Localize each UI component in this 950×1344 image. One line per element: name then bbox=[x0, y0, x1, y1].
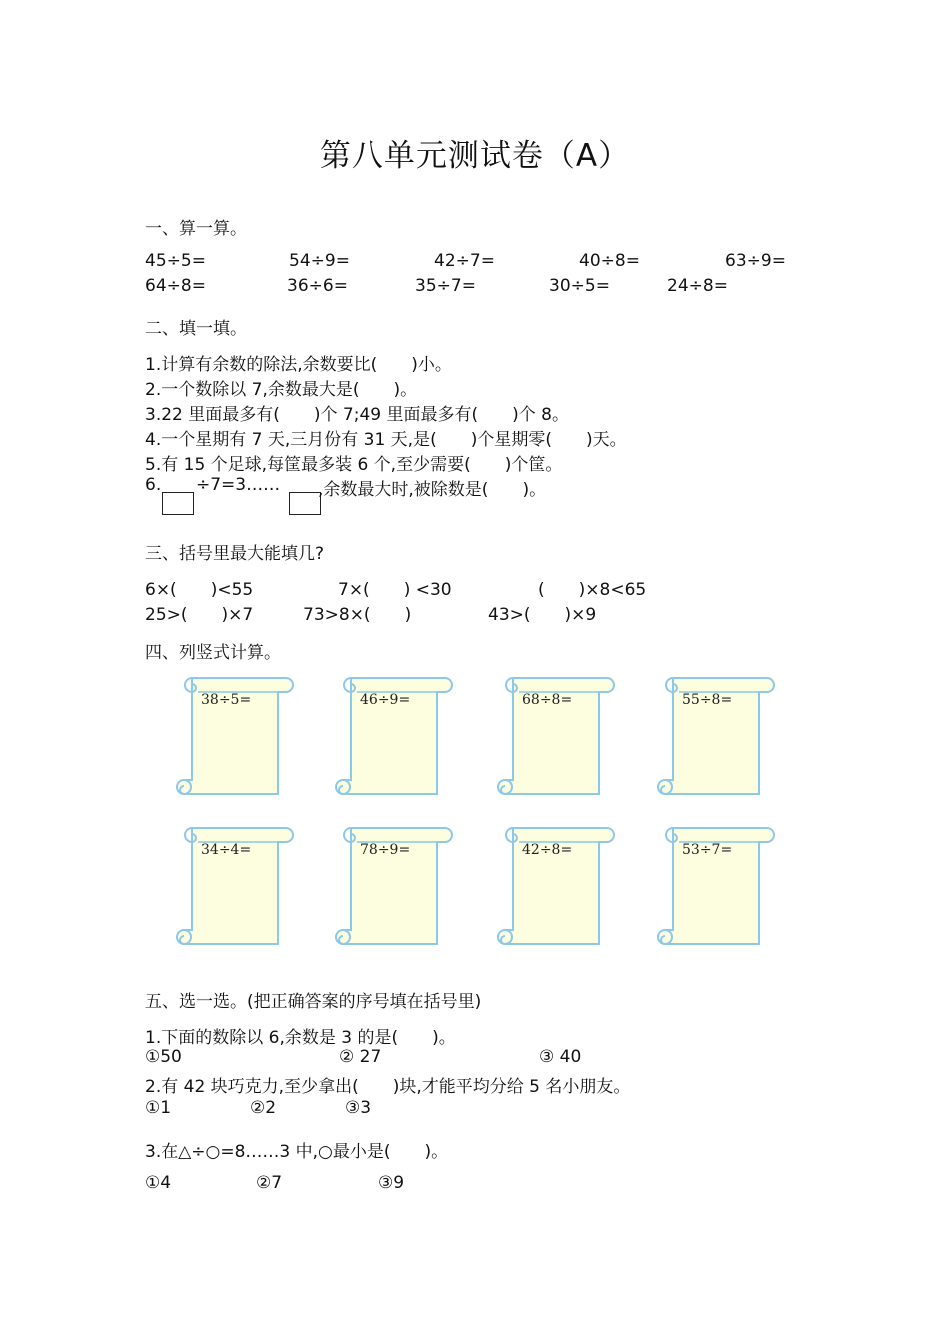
choice-option: ①1 bbox=[145, 1098, 172, 1118]
scroll-shape bbox=[333, 670, 455, 802]
inequality-item: ( )×8<65 bbox=[538, 580, 647, 600]
division-scroll-card bbox=[495, 670, 617, 802]
fill-question: 5.有 15 个足球,每筐最多装 6 个,至少需要( )个筐。 bbox=[145, 455, 563, 475]
choice-option: ③ 40 bbox=[539, 1047, 582, 1067]
choice-option: ①50 bbox=[145, 1047, 182, 1067]
inequality-item: 7×( ) <30 bbox=[338, 580, 452, 600]
scroll-division-label: 78÷9= bbox=[360, 842, 411, 858]
fill-question: 4.一个星期有 7 天,三月份有 31 天,是( )个星期零( )天。 bbox=[145, 430, 627, 450]
scroll-division-label: 38÷5= bbox=[201, 692, 252, 708]
choice-option: ③9 bbox=[378, 1173, 405, 1193]
calc-item: 40÷8= bbox=[579, 251, 640, 271]
dividend-blank-box[interactable] bbox=[162, 492, 194, 515]
inequality-item: 73>8×( ) bbox=[303, 605, 412, 625]
division-scroll-card bbox=[174, 820, 296, 952]
scroll-shape bbox=[174, 670, 296, 802]
section-3-heading: 三、括号里最大能填几? bbox=[145, 544, 325, 564]
calc-item: 35÷7= bbox=[415, 276, 476, 296]
scroll-division-label: 55÷8= bbox=[682, 692, 733, 708]
division-scroll-card bbox=[333, 670, 455, 802]
calc-item: 64÷8= bbox=[145, 276, 206, 296]
scroll-shape bbox=[174, 820, 296, 952]
page-title: 第八单元测试卷（A） bbox=[319, 138, 631, 174]
fill-question: 3.22 里面最多有( )个 7;49 里面最多有( )个 8。 bbox=[145, 405, 569, 425]
calc-item: 63÷9= bbox=[725, 251, 786, 271]
calc-item: 45÷5= bbox=[145, 251, 206, 271]
inequality-item: 6×( )<55 bbox=[145, 580, 254, 600]
division-scroll-card bbox=[655, 670, 777, 802]
choice-option: ②2 bbox=[250, 1098, 277, 1118]
fill-question: 1.计算有余数的除法,余数要比( )小。 bbox=[145, 355, 452, 375]
choice-option: ②7 bbox=[256, 1173, 283, 1193]
scroll-division-label: 46÷9= bbox=[360, 692, 411, 708]
calc-item: 36÷6= bbox=[287, 276, 348, 296]
division-scroll-card bbox=[655, 820, 777, 952]
fill-question-6-suffix: ,余数最大时,被除数是( )。 bbox=[318, 480, 547, 500]
scroll-shape bbox=[333, 820, 455, 952]
choice-question: 1.下面的数除以 6,余数是 3 的是( )。 bbox=[145, 1028, 456, 1048]
inequality-item: 43>( )×9 bbox=[488, 605, 597, 625]
choice-option: ② 27 bbox=[339, 1047, 382, 1067]
section-5-heading: 五、选一选。(把正确答案的序号填在括号里) bbox=[145, 992, 482, 1012]
scroll-division-label: 53÷7= bbox=[682, 842, 733, 858]
remainder-blank-box[interactable] bbox=[289, 492, 321, 515]
fill-question-6-middle: ÷7=3…… bbox=[196, 475, 281, 495]
calc-item: 30÷5= bbox=[549, 276, 610, 296]
choice-question: 3.在△÷○=8……3 中,○最小是( )。 bbox=[145, 1142, 449, 1162]
section-4-heading: 四、列竖式计算。 bbox=[145, 643, 281, 663]
scroll-shape bbox=[495, 820, 617, 952]
scroll-shape bbox=[655, 820, 777, 952]
fill-question-6-prefix: 6. bbox=[145, 475, 162, 495]
calc-item: 54÷9= bbox=[289, 251, 350, 271]
calc-item: 24÷8= bbox=[667, 276, 728, 296]
scroll-division-label: 34÷4= bbox=[201, 842, 252, 858]
choice-option: ③3 bbox=[345, 1098, 372, 1118]
scroll-division-label: 68÷8= bbox=[522, 692, 573, 708]
choice-option: ①4 bbox=[145, 1173, 172, 1193]
fill-question: 2.一个数除以 7,余数最大是( )。 bbox=[145, 380, 418, 400]
scroll-division-label: 42÷8= bbox=[522, 842, 573, 858]
inequality-item: 25>( )×7 bbox=[145, 605, 254, 625]
choice-question: 2.有 42 块巧克力,至少拿出( )块,才能平均分给 5 名小朋友。 bbox=[145, 1077, 631, 1097]
division-scroll-card bbox=[174, 670, 296, 802]
section-1-heading: 一、算一算。 bbox=[145, 219, 247, 239]
section-2-heading: 二、填一填。 bbox=[145, 319, 247, 339]
division-scroll-card bbox=[333, 820, 455, 952]
scroll-shape bbox=[495, 670, 617, 802]
scroll-shape bbox=[655, 670, 777, 802]
calc-item: 42÷7= bbox=[434, 251, 495, 271]
division-scroll-card bbox=[495, 820, 617, 952]
